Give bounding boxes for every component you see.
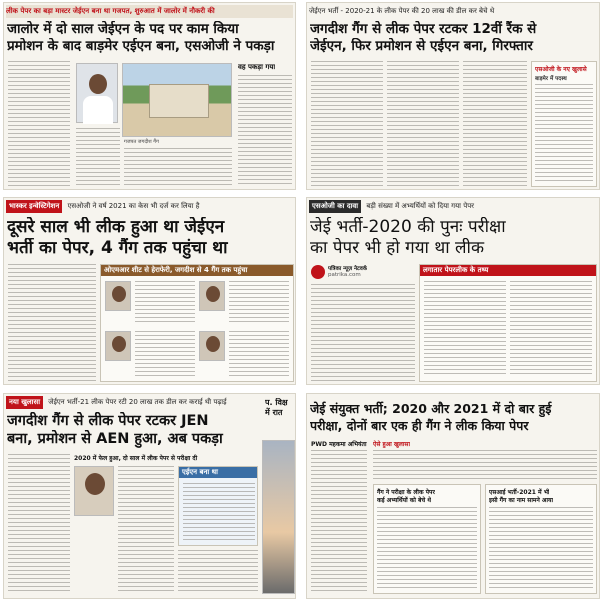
- clip1-headline: [7, 21, 292, 55]
- clip3-investigation-tag: भास्कर इन्वेस्टिगेशन: [6, 200, 62, 213]
- clip5-headline-line2: बना, प्रमोशन से AEN हुआ, अब पकड़ा: [7, 431, 223, 447]
- clip5-sky-photo: [262, 440, 295, 594]
- clip1-portrait-face: [89, 74, 107, 94]
- clip3-suspect-text-1: [135, 281, 195, 325]
- clip2-side-box: [531, 61, 597, 187]
- clip1-text-column-2: [76, 128, 120, 186]
- clip1-text-column-3: [124, 148, 232, 186]
- clip6-headline: [310, 400, 596, 434]
- clip6-box1-line: कई अभ्यर्थियों को बेचे थे: [377, 497, 432, 504]
- clip3-headline: [7, 217, 292, 259]
- clip3-headline-line1: दूसरे साल भी लीक हुआ था जेईएन: [7, 217, 225, 237]
- clip6-text-column-2: [373, 450, 597, 480]
- clip6-box-right: [485, 484, 597, 594]
- clip5-accused-face: [85, 473, 105, 495]
- clip1-headline-line1: जालोर में दो साल जेईएन के पद पर काम किया: [7, 21, 239, 37]
- clip1-headline-line2: प्रमोशन के बाद बाड़मेर एईएन बना, एसओजी ने पकड़ा: [7, 38, 275, 54]
- clip3-suspect-face-1: [112, 286, 126, 302]
- clip2-text-column-3: [463, 61, 527, 187]
- clip2-headline-line2: जेईएन, फिर प्रमोशन से एईएन बना, गिरफ्तार: [310, 38, 533, 54]
- clip1-text-column-1: [8, 61, 70, 187]
- clip1-portrait-photo: [76, 63, 118, 123]
- clip3-suspect-photo-4: [199, 331, 225, 361]
- clip4-headline: [310, 217, 596, 259]
- clip1-text-column-4: [238, 75, 292, 186]
- clip5-accused-photo: [74, 466, 114, 516]
- clip3-suspect-face-4: [206, 336, 220, 352]
- clip1-photo-caption: गजपत जगदीश गैंग: [124, 139, 159, 145]
- clip6-headline-line2: परीक्षा, दोनों बार एक ही गैंग ने लीक किया पेपर: [310, 418, 529, 433]
- clip3-kicker: एसओजी ने वर्ष 2021 का केस भी दर्ज कर लिया है: [67, 202, 200, 210]
- clip5-box-title: एईएन बना था: [179, 467, 257, 478]
- clip-je-2020-reexam: [306, 197, 600, 385]
- clip6-box2-text: [489, 507, 593, 589]
- clip5-headline-line1: जगदीश गैंग से लीक पेपर रटकर JEN: [7, 413, 209, 429]
- clip3-suspect-face-3: [112, 336, 126, 352]
- clip5-kicker: जेईएन भर्ती-21 लीक पेपर रटी 20 लाख तक डील कर कराई थी पढ़ाई: [48, 398, 227, 406]
- clip3-gang-box: [100, 264, 294, 382]
- clip6-headline-line1: जेई संयुक्त भर्ती; 2020 और 2021 में दो बार हुई: [310, 401, 552, 416]
- clip5-headline: [7, 412, 261, 448]
- clip1-sidebar-title: वह पकड़ा गया: [238, 63, 276, 71]
- clip5-sub-head: 2020 में फेल हुआ, दो साल में लीक पेपर से परीक्षा दी: [74, 455, 198, 462]
- clip6-box2-line: इसी गैंग का नाम सामने आया: [489, 497, 554, 504]
- clip2-box-title: एसओजी के नए खुलासे: [535, 66, 587, 73]
- clip4-source-name: पत्रिका न्यूज़ नेटवर्क: [328, 266, 368, 272]
- clip6-text-column-1: [311, 450, 367, 594]
- clip4-claim-tag: एसओजी का दावा: [309, 200, 361, 213]
- clip6-box2-title: एसआई भर्ती-2021 में भी: [489, 489, 550, 496]
- clip4-logo-icon: [311, 265, 325, 279]
- clip6-box-left: [373, 484, 481, 594]
- clip6-box1-title: गैंग ने परीक्षा के लीक पेपर: [377, 489, 435, 496]
- clip5-kicker-row: [6, 396, 293, 409]
- clip4-headline-line2: का पेपर भी हो गया था लीक: [310, 238, 485, 258]
- clip-second-year-leak: [3, 197, 296, 385]
- clip6-sub-left: PWD महकमा अभियंता: [311, 441, 367, 448]
- clip6-box1-text: [377, 507, 477, 589]
- clip4-kicker-row: [309, 200, 597, 213]
- clip5-text-column-1: [8, 454, 70, 594]
- clip1-kicker: लीक पेपर का बड़ा मास्टर जेईएन बना था गजपत, शुरुआत में जालोर में नौकरी की: [6, 5, 293, 18]
- clip4-source-site: patrika.com: [328, 272, 361, 278]
- clip6-sub-mid: ऐसे हुआ खुलासा: [373, 441, 411, 448]
- clip5-new-disclosure-tag: नया खुलासा: [6, 396, 43, 409]
- clip2-headline: [310, 21, 596, 55]
- clip1-building-photo: [122, 63, 232, 137]
- clip5-box-text: [183, 483, 255, 541]
- clip3-suspect-photo-2: [199, 281, 225, 311]
- clip2-headline-line1: जगदीश गैंग से लीक पेपर रटकर 12वीं रैंक से: [310, 21, 537, 37]
- clip3-suspect-text-2: [229, 281, 289, 325]
- clip4-headline-line1: जेई भर्ती-2020 की पुनः परीक्षा: [310, 217, 506, 237]
- clip3-box-title: ओएमआर शीट से हेराफेरी, जगदीश से 4 गैंग तक पहुंचा: [101, 265, 293, 276]
- clip5-text-column-2: [118, 466, 174, 594]
- clip4-text-column-1: [311, 284, 415, 382]
- clip5-side-text: प. विक्ष में रात: [265, 398, 288, 417]
- clip2-box-text: [535, 84, 593, 182]
- clip3-suspect-face-2: [206, 286, 220, 302]
- clip3-suspect-text-4: [229, 331, 289, 377]
- clip2-text-column-2: [387, 61, 459, 187]
- clip5-text-column-3: [178, 550, 258, 594]
- clip3-suspect-photo-3: [105, 331, 131, 361]
- clip1-building: [149, 84, 209, 118]
- clip3-text-column-1: [8, 264, 96, 382]
- clip2-kicker: जेईएन भर्ती - 2020-21 के लीक पेपर की 20 लाख की डील कर बेचे थे: [309, 7, 495, 15]
- clip1-portrait-body: [83, 96, 113, 124]
- clip3-headline-line2: भर्ती का पेपर, 4 गैंग तक पहुंचा था: [7, 238, 228, 258]
- clip3-suspect-photo-1: [105, 281, 131, 311]
- clip4-kicker: बड़ी संख्या में अभ्यर्थियों को दिया गया पेपर: [366, 202, 475, 210]
- clip4-box-text-1: [424, 281, 506, 377]
- clip4-source-badge: [311, 264, 415, 280]
- clip2-box-line: बाड़मेर में पदस्थ: [535, 76, 567, 82]
- clip2-text-column-1: [311, 61, 383, 187]
- clip-jalore-jen: [3, 2, 296, 190]
- clip4-box-text-2: [510, 281, 592, 377]
- clip3-suspect-text-3: [135, 331, 195, 377]
- clip-je-combined-2020-2021: [306, 393, 600, 599]
- clip-jen-to-aen: [3, 393, 296, 599]
- clip4-facts-box: [419, 264, 597, 382]
- clip-jagdish-gang-12th-rank: [306, 2, 600, 190]
- clip4-box-title: लगातार पेपरलीक के तथ्य: [420, 265, 596, 276]
- clip3-kicker-row: [6, 200, 293, 213]
- clip5-highlight-box: [178, 466, 258, 546]
